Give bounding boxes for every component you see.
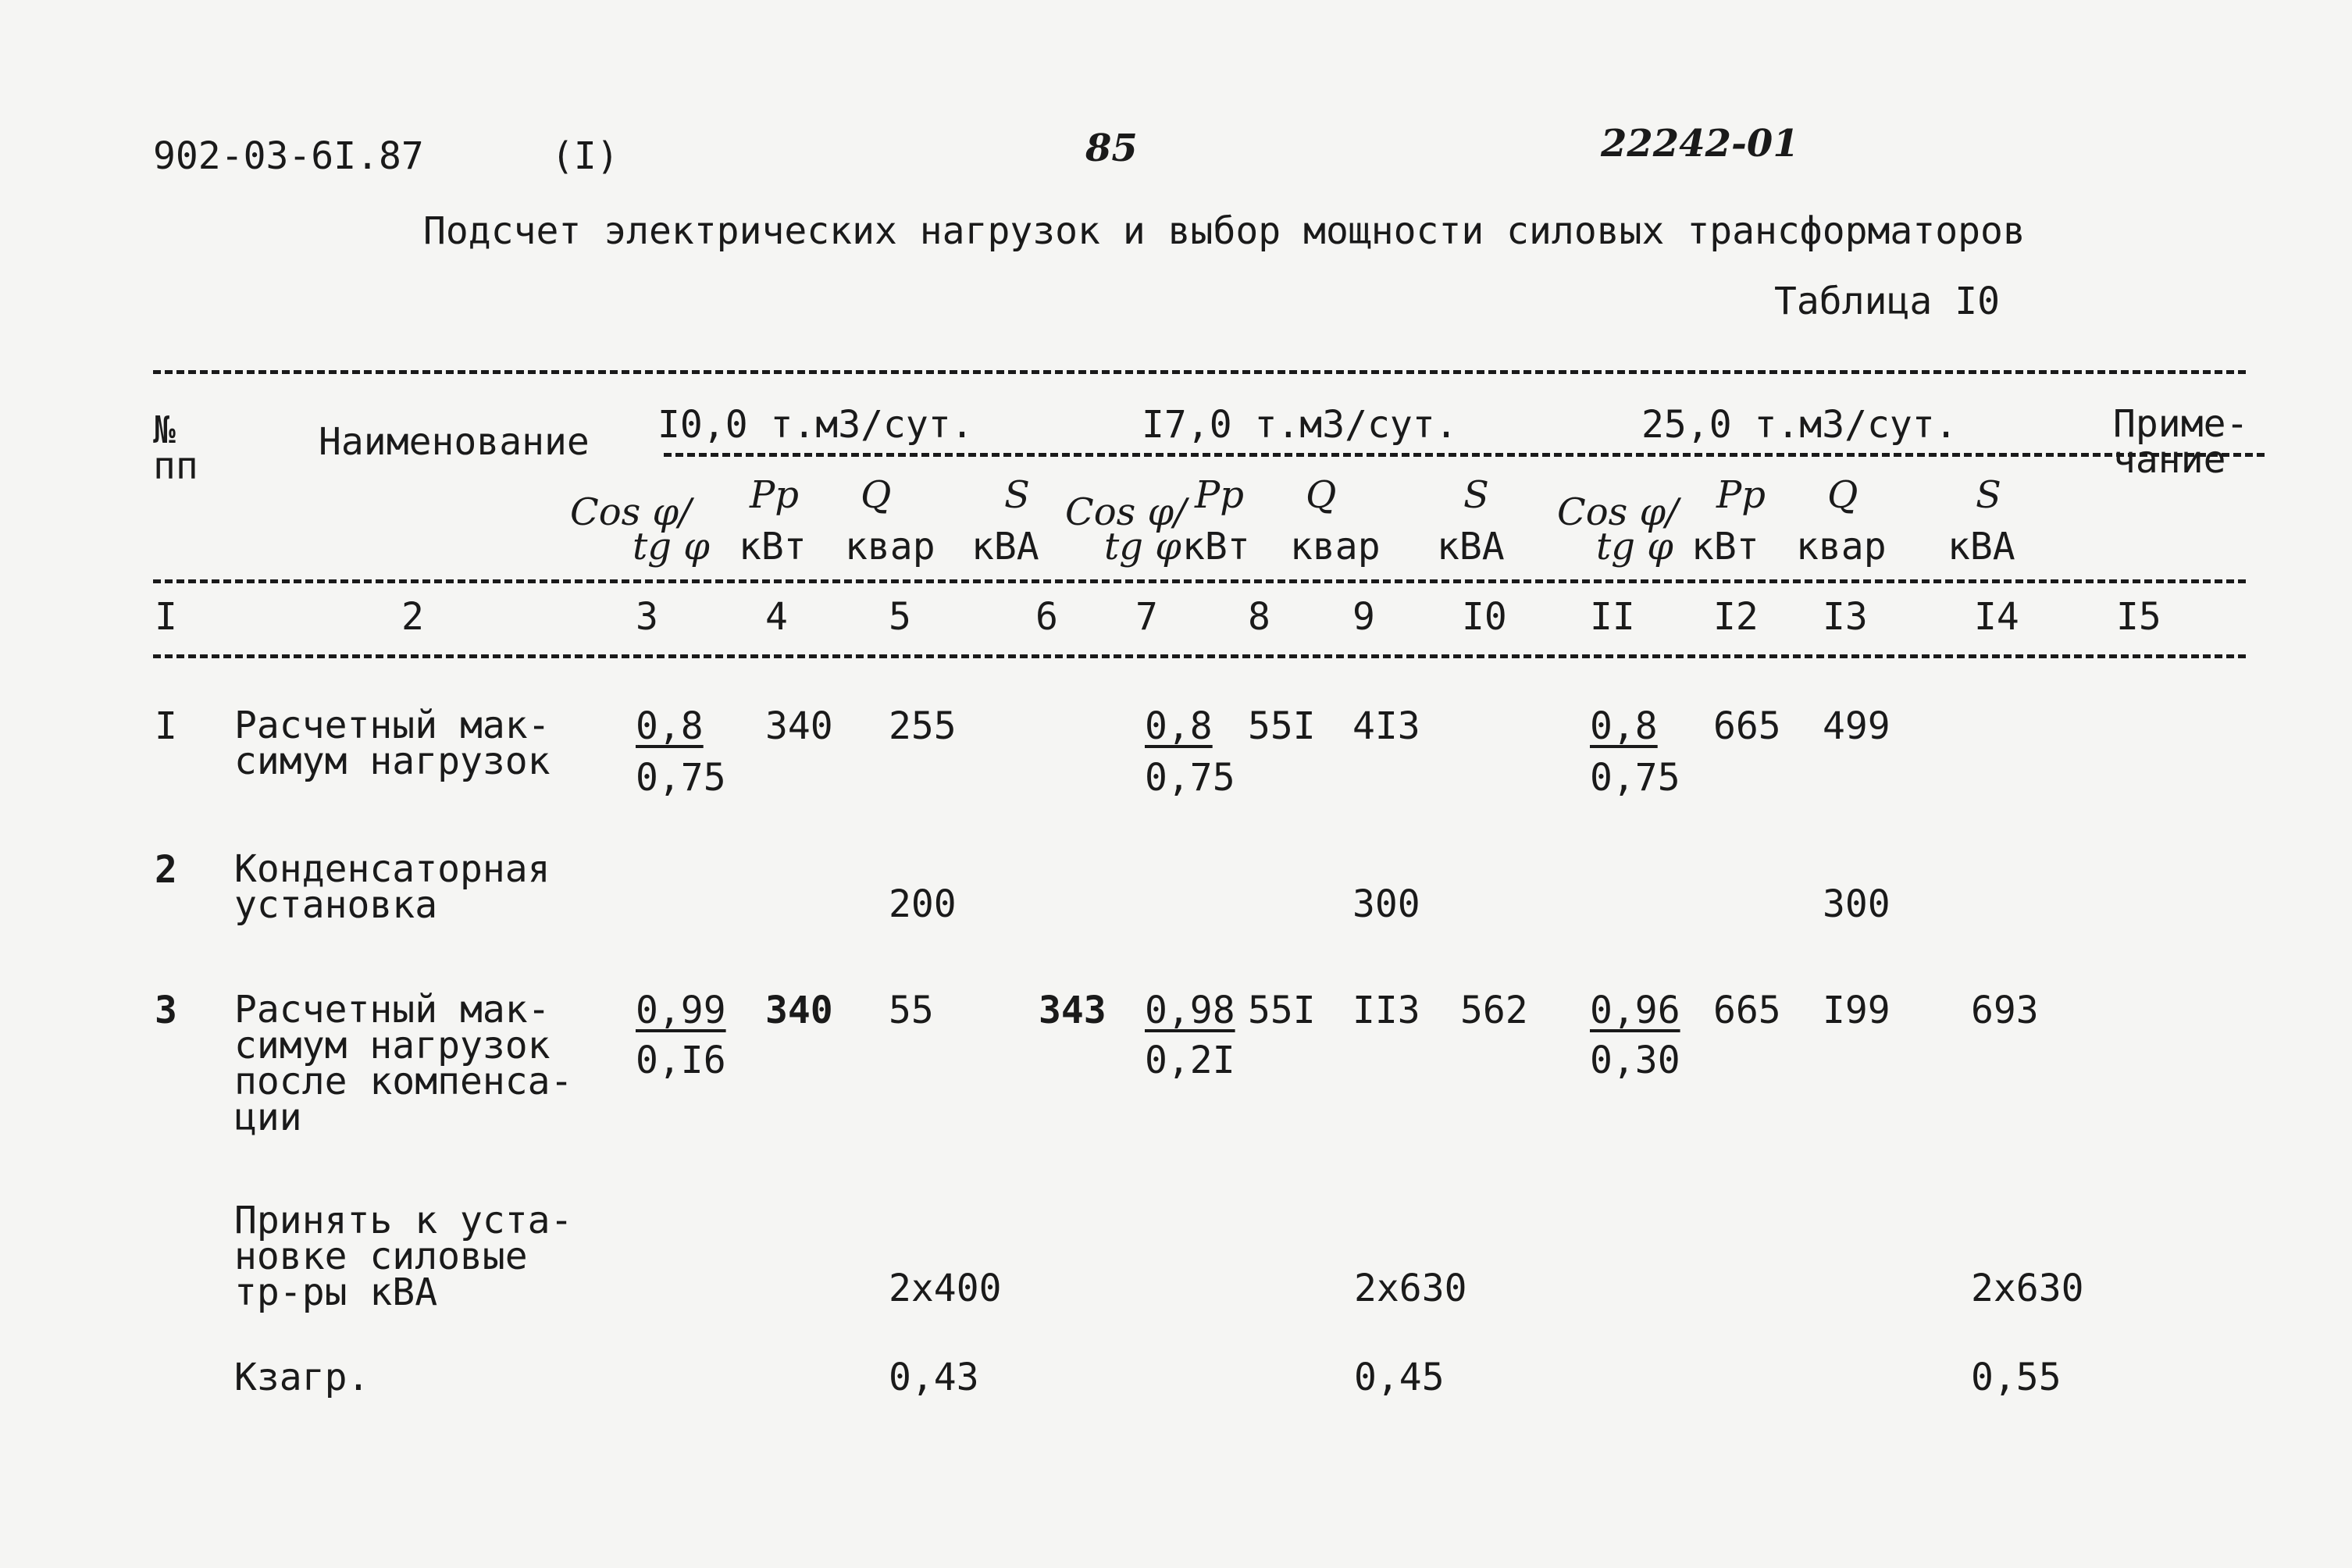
column-number: I (155, 595, 177, 639)
row-1-number: I (155, 704, 177, 748)
subheader-cos-g3: Cos φ/ (1557, 490, 1679, 534)
row-kload-name: Кзагр. (234, 1356, 370, 1399)
row-2-q-g3: 300 (1823, 882, 1891, 926)
row-kload-g2: 0,45 (1354, 1356, 1445, 1399)
column-header-name: Наименование (319, 420, 590, 464)
row-2-number: 2 (155, 848, 177, 892)
column-header-number: № пп (153, 408, 198, 488)
column-numbers-bottom-rule (153, 654, 2246, 658)
subheader-cos-g2: Cos φ/ (1065, 490, 1187, 534)
row-3-tg-g1: 0,I6 (636, 1039, 726, 1082)
row-kload-g3: 0,55 (1971, 1356, 2062, 1399)
row-1-p-g3: 665 (1713, 704, 1781, 748)
row-transformers-g2: 2x630 (1354, 1267, 1467, 1310)
row-1-tg-g3: 0,75 (1590, 756, 1680, 800)
column-number: I0 (1462, 595, 1507, 639)
row-1-cos-g2: 0,8 (1145, 704, 1213, 748)
row-3-p-g2: 55I (1248, 989, 1316, 1032)
subheader-tg-g1: tg φ (633, 525, 710, 568)
row-3-q-g2: II3 (1352, 989, 1420, 1032)
column-number: II (1590, 595, 1635, 639)
column-number: I2 (1713, 595, 1759, 639)
document-code: 902-03-6I.87 (153, 134, 424, 178)
row-1-p-g2: 55I (1248, 704, 1316, 748)
column-number: 4 (765, 595, 788, 639)
subheader-s-g3: S (1976, 473, 2001, 517)
subheader-q-unit-g1: квар (845, 525, 935, 568)
row-3-s-g2: 562 (1460, 989, 1528, 1032)
subheader-tg-g2: tg φ (1104, 525, 1181, 568)
row-3-cos-g1: 0,99 (636, 989, 726, 1032)
subheader-tg-g3: tg φ (1596, 525, 1673, 568)
row-3-number: 3 (155, 989, 177, 1032)
subheader-s-unit-g1: кВА (971, 525, 1039, 568)
column-group-17: I7,0 т.м3/сут. (1142, 403, 1458, 447)
row-3-tg-g2: 0,2I (1145, 1039, 1235, 1082)
subheader-q-g1: Q (861, 473, 892, 517)
row-3-cos-g2: 0,98 (1145, 989, 1235, 1032)
row-1-q-g1: 255 (889, 704, 957, 748)
subheader-p-g2: Pp (1195, 473, 1245, 517)
subheader-s-unit-g2: кВА (1437, 525, 1505, 568)
row-1-cos-g1: 0,8 (636, 704, 704, 748)
row-3-tg-g3: 0,30 (1590, 1039, 1680, 1082)
subheader-bottom-rule (153, 579, 2246, 583)
row-3-p-g3: 665 (1713, 989, 1781, 1032)
row-transformers-name: Принять к уста- новке силовые тр-ры кВА (234, 1199, 573, 1314)
subheader-q-g2: Q (1306, 473, 1337, 517)
subheader-p-g1: Pp (750, 473, 800, 517)
row-1-cos-g3: 0,8 (1590, 704, 1658, 748)
column-number: I3 (1823, 595, 1868, 639)
column-number: 2 (401, 595, 424, 639)
row-3-name: Расчетный мак- симум нагрузок после компенса- ции (234, 988, 573, 1139)
row-1-q-g3: 499 (1823, 704, 1891, 748)
group-header-rule (664, 453, 2265, 457)
row-1-tg-g1: 0,75 (636, 756, 726, 800)
subheader-s-g1: S (1004, 473, 1030, 517)
row-3-q-g3: I99 (1823, 989, 1891, 1032)
column-group-10: I0,0 т.м3/сут. (657, 403, 974, 447)
column-header-note: Приме- чание (2113, 402, 2249, 482)
row-3-s-g3: 693 (1971, 989, 2039, 1032)
table-label: Таблица I0 (1774, 280, 2000, 323)
document-id: 22242-01 (1601, 122, 1799, 166)
subheader-s-unit-g3: кВА (1948, 525, 2015, 568)
subheader-s-g2: S (1463, 473, 1489, 517)
column-number: 5 (889, 595, 911, 639)
row-1-q-g2: 4I3 (1352, 704, 1420, 748)
subheader-p-unit-g2: кВт (1182, 525, 1250, 568)
column-number: 6 (1035, 595, 1058, 639)
row-3-p-g1: 340 (765, 989, 833, 1032)
column-number: I4 (1974, 595, 2019, 639)
row-2-q-g1: 200 (889, 882, 957, 926)
document-part: (I) (551, 134, 619, 178)
subheader-q-g3: Q (1827, 473, 1858, 517)
row-2-q-g2: 300 (1352, 882, 1420, 926)
column-number: 7 (1135, 595, 1158, 639)
row-1-p-g1: 340 (765, 704, 833, 748)
row-3-s-g1: 343 (1039, 989, 1107, 1032)
row-transformers-g1: 2x400 (889, 1267, 1002, 1310)
column-group-25: 25,0 т.м3/сут. (1641, 403, 1958, 447)
row-kload-g1: 0,43 (889, 1356, 979, 1399)
subheader-q-unit-g3: квар (1796, 525, 1887, 568)
row-3-q-g1: 55 (889, 989, 934, 1032)
page-number: 85 (1085, 127, 1138, 170)
column-number: 8 (1248, 595, 1270, 639)
column-number: 9 (1352, 595, 1375, 639)
row-2-name: Конденсаторная установка (234, 847, 551, 927)
column-number: I5 (2116, 595, 2161, 639)
page-title: Подсчет электрических нагрузок и выбор мощности силовых трансформаторов (423, 209, 2026, 253)
subheader-p-unit-g3: кВт (1691, 525, 1759, 568)
subheader-p-g3: Pp (1716, 473, 1766, 517)
subheader-p-unit-g1: кВт (739, 525, 807, 568)
subheader-cos-g1: Cos φ/ (570, 490, 692, 534)
column-number: 3 (636, 595, 658, 639)
row-transformers-g3: 2x630 (1971, 1267, 2084, 1310)
subheader-q-unit-g2: квар (1290, 525, 1381, 568)
row-3-cos-g3: 0,96 (1590, 989, 1680, 1032)
row-1-name: Расчетный мак- симум нагрузок (234, 704, 551, 783)
table-top-rule (153, 370, 2246, 374)
row-1-tg-g2: 0,75 (1145, 756, 1235, 800)
